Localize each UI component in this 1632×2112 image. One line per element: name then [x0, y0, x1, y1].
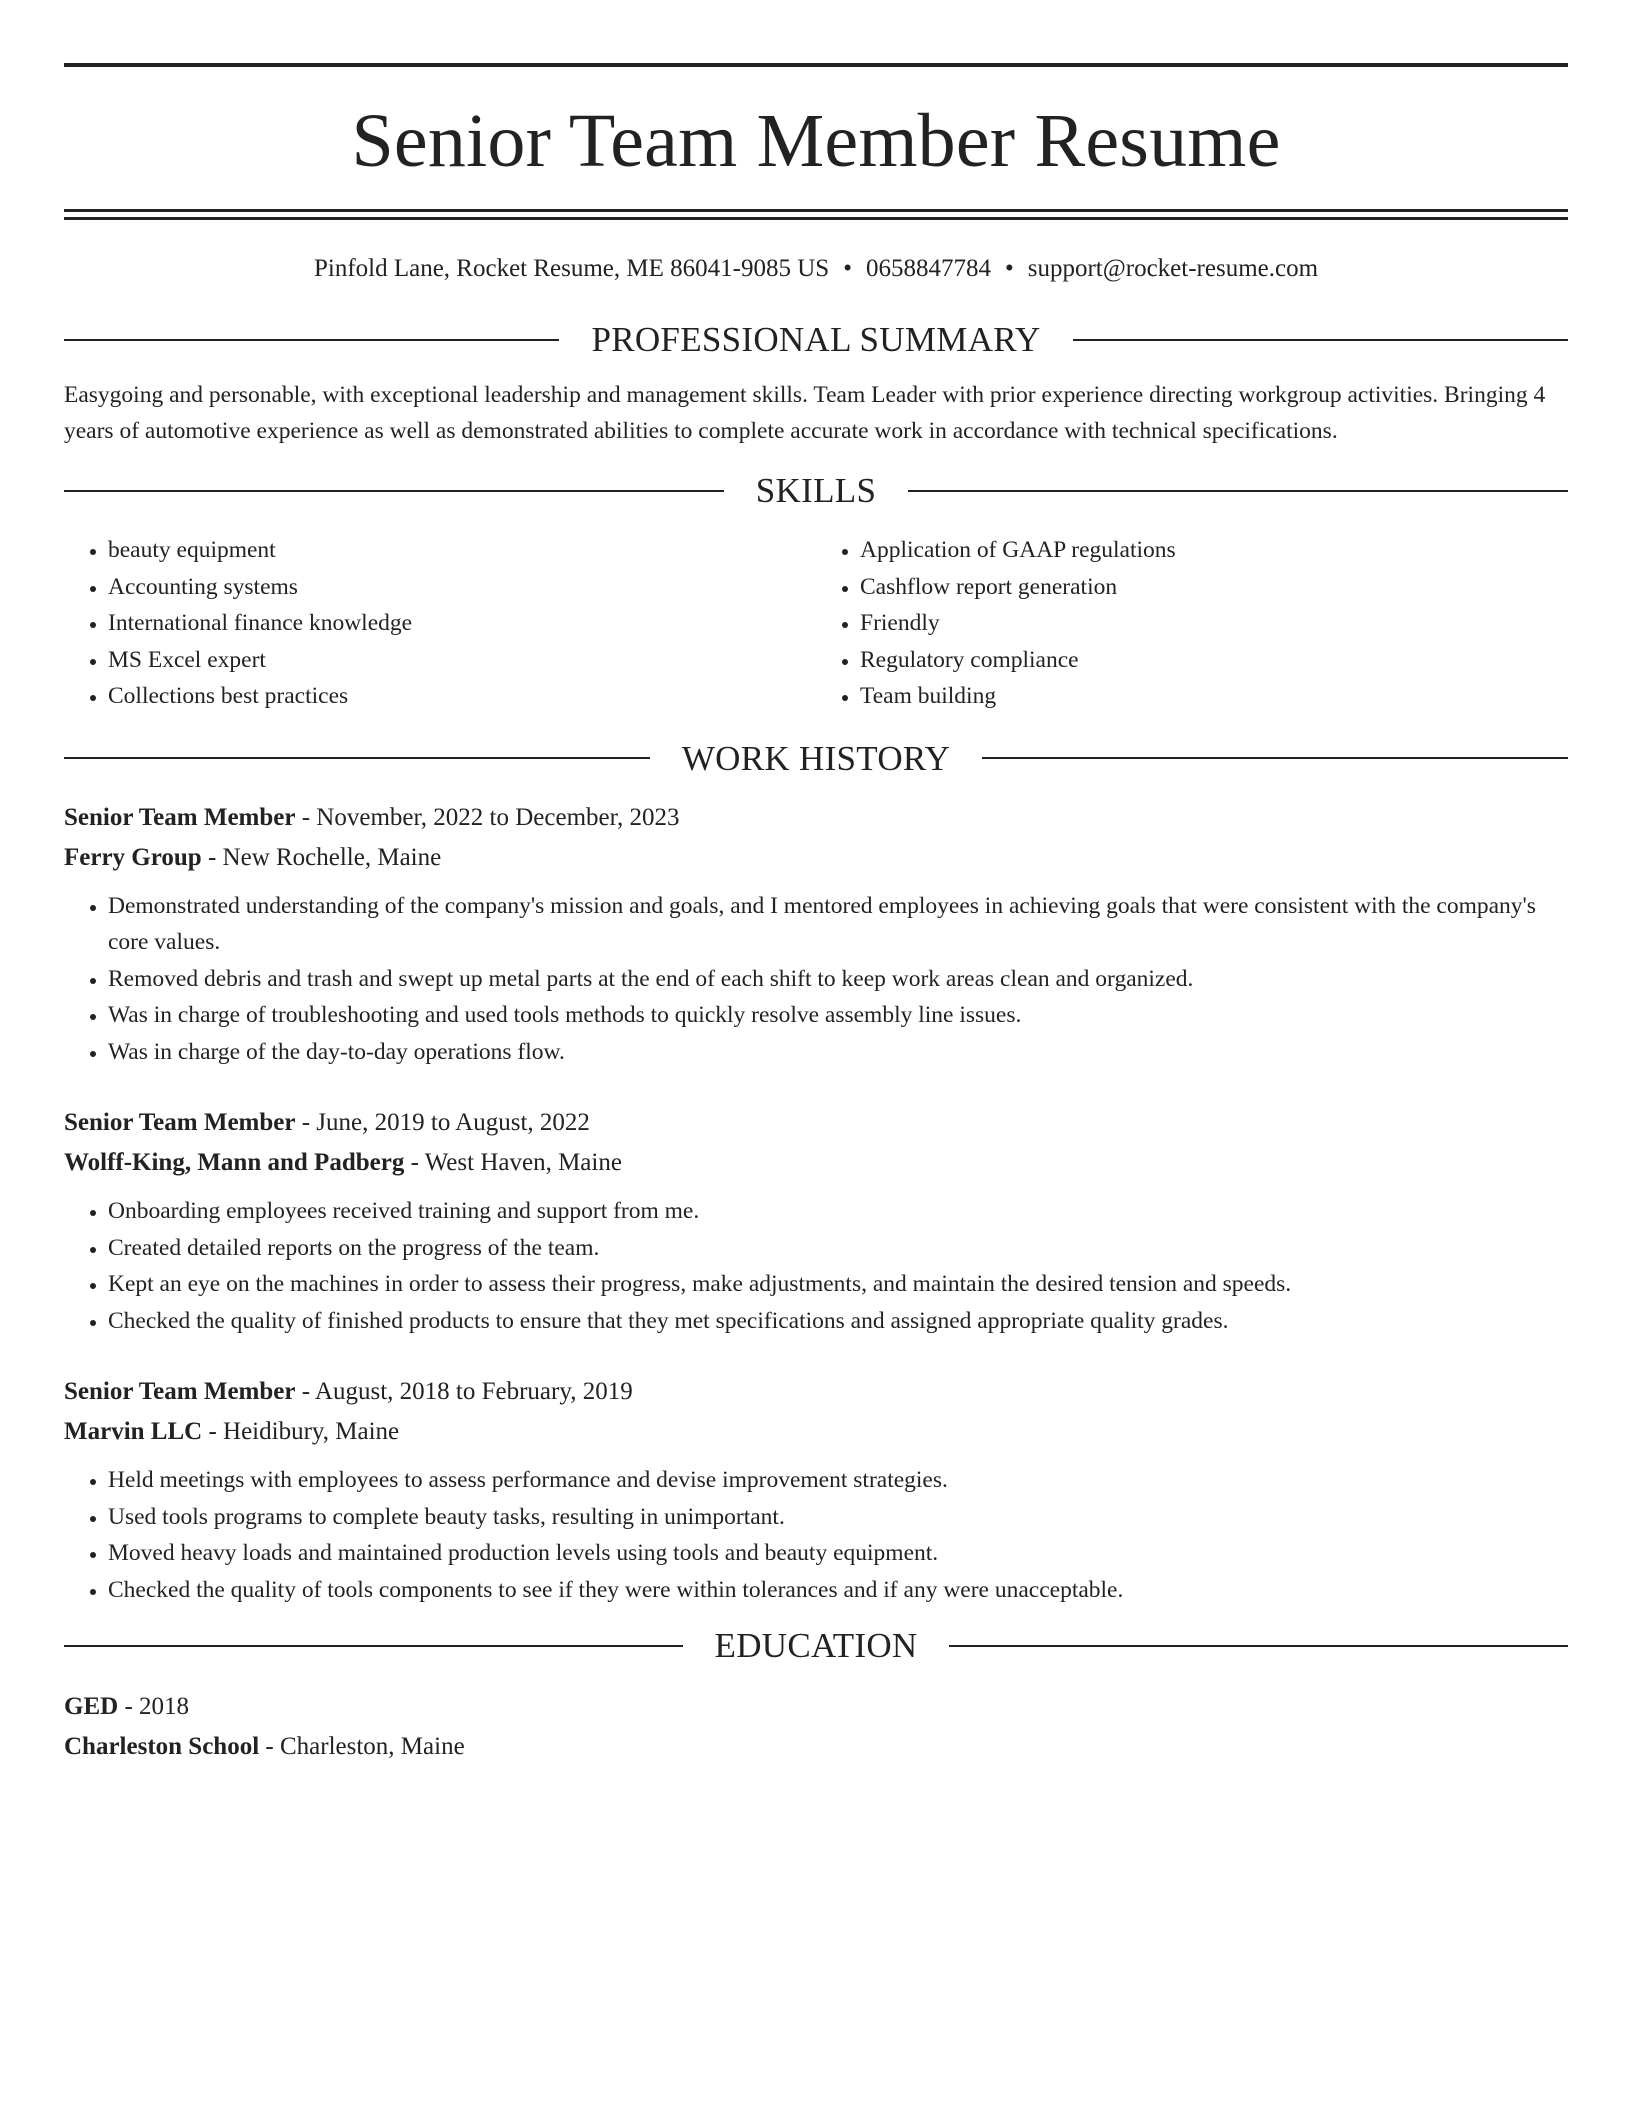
- skill-item: • MS Excel expert: [108, 642, 816, 679]
- contact-address: Pinfold Lane, Rocket Resume, ME 86041-9085 US: [313, 255, 830, 282]
- job-entry: [64, 798, 1568, 1071]
- contact-email: support@rocket-resume.com: [1027, 255, 1319, 282]
- heading-rule-right: [982, 757, 1568, 759]
- job-title: Senior Team Member: [64, 803, 296, 831]
- section-title: PROFESSIONAL SUMMARY: [591, 320, 1041, 359]
- education-school-line: [64, 1727, 1568, 1767]
- skill-item: • Friendly: [860, 605, 1568, 642]
- job-dates: - June, 2019 to August, 2022: [295, 1109, 590, 1136]
- summary-text: Easygoing and personable, with exceptional leadership and management skills. Team Leader with prior experience directing workgroup activities. Bringing 4 years of automotive experience as well as demonstrated abilities to complete accurate work in accordance with technical specifications.: [64, 382, 1546, 444]
- job-bullet: • Checked the quality of tools components to see if they were within tolerances and if any were unacceptable.: [108, 1572, 1568, 1609]
- double-rule: [64, 209, 1568, 220]
- job-bullet: • Checked the quality of finished products to ensure that they met specifications and assigned appropriate quality grades.: [108, 1303, 1568, 1340]
- heading-rule-right: [908, 490, 1568, 492]
- contact-separator: •: [843, 255, 852, 282]
- job-dates: - November, 2022 to December, 2023: [295, 803, 680, 831]
- job-bullet: • Used tools programs to complete beauty tasks, resulting in unimportant.: [108, 1499, 1568, 1536]
- job-bullet: • Was in charge of troubleshooting and used tools methods to quickly resolve assembly line issues.: [108, 997, 1568, 1034]
- job-bullet: • Demonstrated understanding of the company's mission and goals, and I mentored employees in achieving goals that were consistent with the company's core values.: [108, 888, 1568, 961]
- heading-rule-left: [64, 339, 559, 341]
- job-title: Senior Team Member: [64, 1109, 296, 1136]
- section-title: EDUCATION: [714, 1626, 918, 1665]
- job-location: - Heidibury, Maine: [202, 1418, 400, 1445]
- contact-separator: •: [1004, 255, 1014, 282]
- job-bullet: • Removed debris and trash and swept up metal parts at the end of each shift to keep work areas clean and organized.: [108, 961, 1568, 998]
- heading-rule-right: [949, 1645, 1568, 1647]
- job-company-line: [64, 1143, 1568, 1183]
- section-title: WORK HISTORY: [681, 738, 951, 778]
- job-bullet: • Kept an eye on the machines in order to assess their progress, make adjustments, and maintain the desired tension and speeds.: [108, 1266, 1568, 1303]
- job-bullets: [64, 888, 1568, 1071]
- section-heading-summary: [64, 322, 1568, 357]
- heading-rule-left: [64, 757, 650, 759]
- job-bullet: • Held meetings with employees to assess performance and devise improvement strategies.: [108, 1462, 1568, 1499]
- heading-rule-right: [1073, 339, 1568, 341]
- skill-item: • Application of GAAP regulations: [860, 532, 1568, 569]
- job-bullet: • Was in charge of the day-to-day operations flow.: [108, 1034, 1568, 1071]
- section-title: SKILLS: [755, 471, 877, 510]
- contact-line: [64, 254, 1568, 284]
- job-location: - New Rochelle, Maine: [201, 843, 442, 871]
- education-location: - Charleston, Maine: [259, 1733, 465, 1760]
- education-degree-line: [64, 1687, 1568, 1727]
- job-location: - West Haven, Maine: [404, 1149, 622, 1176]
- job-company: Marvin LLC: [64, 1418, 203, 1445]
- education-degree: GED: [64, 1693, 119, 1720]
- job-bullet: • Onboarding employees received training and support from me.: [108, 1193, 1568, 1230]
- skill-item: • Team building: [860, 678, 1568, 715]
- job-title: Senior Team Member: [64, 1378, 296, 1405]
- job-title-line: [64, 1103, 1568, 1143]
- job-dates: - August, 2018 to February, 2019: [295, 1378, 633, 1405]
- heading-rule-left: [64, 1645, 683, 1647]
- job-bullets: [64, 1462, 1568, 1608]
- job-bullet: • Created detailed reports on the progress of the team.: [108, 1230, 1568, 1267]
- education-year: - 2018: [118, 1693, 190, 1720]
- job-bullet: • Moved heavy loads and maintained production levels using tools and beauty equipment.: [108, 1535, 1568, 1572]
- job-entry: [64, 1372, 1568, 1608]
- skill-item: • Regulatory compliance: [860, 642, 1568, 679]
- section-heading-education: [64, 1628, 1568, 1663]
- job-company-line: [64, 838, 1568, 878]
- contact-phone: 0658847784: [865, 255, 991, 282]
- skill-item: • Cashflow report generation: [860, 569, 1568, 606]
- top-rule: [64, 63, 1568, 67]
- work-history: [64, 798, 1568, 1609]
- skills-column-right: [816, 532, 1568, 715]
- page-title: Senior Team Member Resume: [351, 99, 1281, 183]
- job-title-line: [64, 798, 1568, 838]
- skills-list: [64, 532, 1568, 715]
- job-bullets: [64, 1193, 1568, 1339]
- job-company: Ferry Group: [64, 843, 202, 871]
- job-company-line: [64, 1412, 1568, 1452]
- section-heading-skills: [64, 473, 1568, 508]
- education-entry: [64, 1687, 1568, 1767]
- skill-item: • beauty equipment: [108, 532, 816, 569]
- job-entry: [64, 1103, 1568, 1339]
- job-company: Wolff-King, Mann and Padberg: [64, 1149, 405, 1176]
- skill-item: • International finance knowledge: [108, 605, 816, 642]
- skill-item: • Accounting systems: [108, 569, 816, 606]
- heading-rule-left: [64, 490, 724, 492]
- skills-column-left: [64, 532, 816, 715]
- section-heading-work: [64, 738, 1568, 778]
- job-title-line: [64, 1372, 1568, 1412]
- education-school: Charleston School: [64, 1733, 260, 1760]
- skill-item: • Collections best practices: [108, 678, 816, 715]
